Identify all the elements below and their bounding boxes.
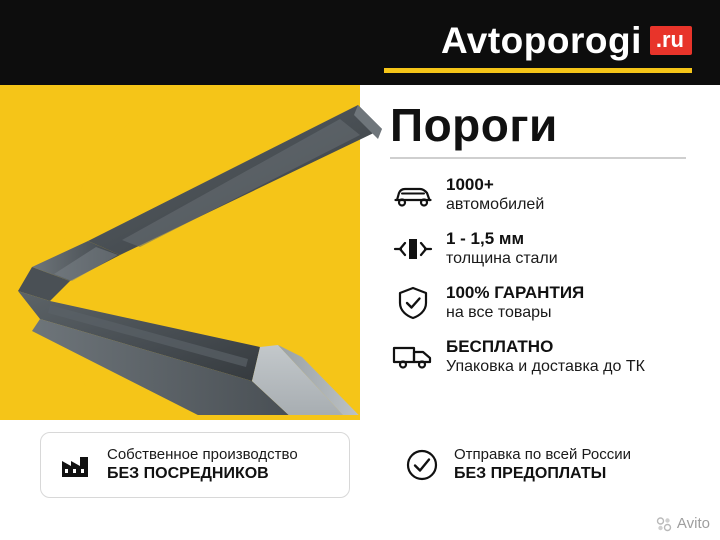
brand-logo bbox=[441, 22, 692, 59]
brand-tld-badge: .ru bbox=[650, 26, 692, 55]
shield-check-icon bbox=[390, 283, 436, 323]
title-divider bbox=[390, 157, 686, 159]
feature-item-delivery bbox=[390, 337, 700, 377]
delivery-truck-icon bbox=[390, 337, 436, 377]
product-image-car-sill bbox=[10, 95, 410, 415]
badge-card-shipping-text bbox=[454, 446, 631, 484]
brand-name: Avtoporogi bbox=[440, 20, 642, 61]
page-title: Пороги bbox=[390, 99, 558, 151]
car-icon bbox=[390, 175, 436, 215]
feature-sub: на все товары bbox=[446, 303, 552, 321]
feature-strong: БЕСПЛАТНО bbox=[446, 337, 554, 357]
avito-watermark-label: Avito bbox=[676, 515, 710, 532]
feature-text-warranty bbox=[446, 283, 584, 322]
feature-item-cars bbox=[390, 175, 700, 215]
check-circle-icon bbox=[402, 445, 442, 485]
badge-card-production bbox=[40, 432, 350, 498]
feature-sub: автомобилей bbox=[446, 195, 545, 213]
badge-card-production-text bbox=[107, 446, 298, 484]
feature-sub: толщина стали bbox=[446, 249, 558, 267]
badge-card-shipping bbox=[388, 432, 688, 498]
content-column bbox=[390, 100, 700, 391]
feature-text-thickness bbox=[446, 229, 558, 268]
feature-sub: Упаковка и доставка до ТК bbox=[446, 357, 645, 375]
feature-text-delivery bbox=[446, 337, 645, 376]
card-line-2: БЕЗ ПРЕДОПЛАТЫ bbox=[454, 465, 607, 482]
factory-icon bbox=[55, 445, 95, 485]
card-line-1: Собственное производство bbox=[107, 446, 298, 463]
feature-item-warranty bbox=[390, 283, 700, 323]
logo-underline bbox=[384, 68, 692, 73]
feature-strong: 100% ГАРАНТИЯ bbox=[446, 283, 585, 303]
avito-logo-icon bbox=[656, 516, 672, 532]
avito-watermark bbox=[656, 515, 710, 532]
card-line-2: БЕЗ ПОСРЕДНИКОВ bbox=[107, 465, 269, 482]
feature-text-cars bbox=[446, 175, 544, 214]
feature-strong: 1000+ bbox=[446, 175, 494, 195]
car-sill-illustration bbox=[10, 95, 410, 415]
feature-item-thickness bbox=[390, 229, 700, 269]
feature-strong: 1 - 1,5 мм bbox=[446, 229, 525, 249]
card-line-1: Отправка по всей России bbox=[454, 446, 631, 463]
thickness-gauge-icon bbox=[390, 229, 436, 269]
